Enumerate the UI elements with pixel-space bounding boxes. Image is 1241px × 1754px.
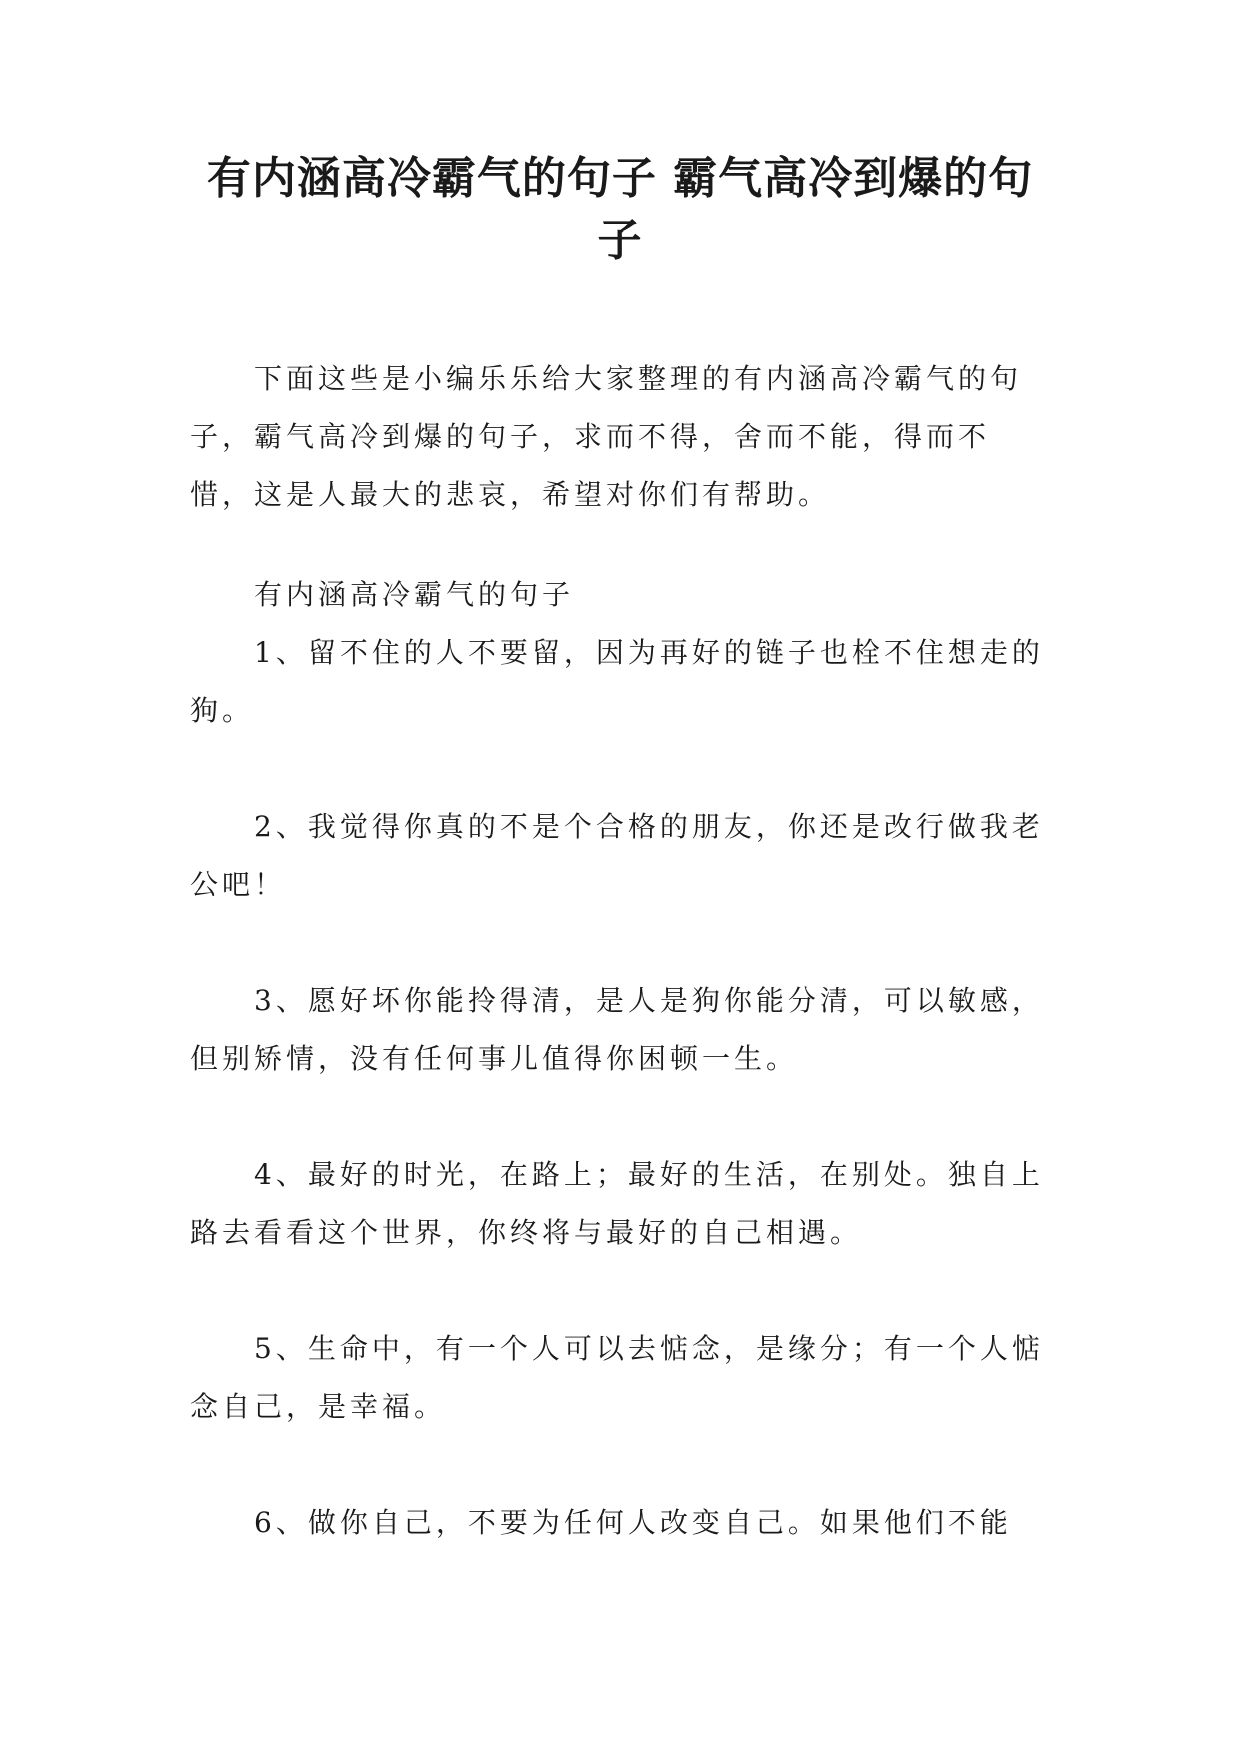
document-title: 有内涵高冷霸气的句子 霸气高冷到爆的句子: [206, 153, 1034, 266]
list-item: 3、愿好坏你能拎得清，是人是狗你能分清，可以敏感，但别矫情，没有任何事儿值得你困顿一生。: [190, 984, 1044, 1075]
list-item: 1、留不住的人不要留，因为再好的链子也栓不住想走的狗。: [190, 636, 1044, 727]
list-item: 2、我觉得你真的不是个合格的朋友，你还是改行做我老公吧！: [190, 810, 1044, 901]
section-heading: 有内涵高冷霸气的句子: [254, 578, 575, 611]
list-item: 5、生命中，有一个人可以去惦念，是缘分；有一个人惦念自己，是幸福。: [190, 1332, 1044, 1423]
list-item: 6、做你自己，不要为任何人改变自己。如果他们不能: [254, 1506, 1012, 1539]
intro-paragraph: 下面这些是小编乐乐给大家整理的有内涵高冷霸气的句子，霸气高冷到爆的句子，求而不得，舍而不能，得而不惜，这是人最大的悲哀，希望对你们有帮助。: [190, 362, 1023, 511]
list-item: 4、最好的时光，在路上；最好的生活，在别处。独自上路去看看这个世界，你终将与最好的自己相遇。: [190, 1158, 1044, 1249]
document-body: [190, 350, 1050, 1552]
